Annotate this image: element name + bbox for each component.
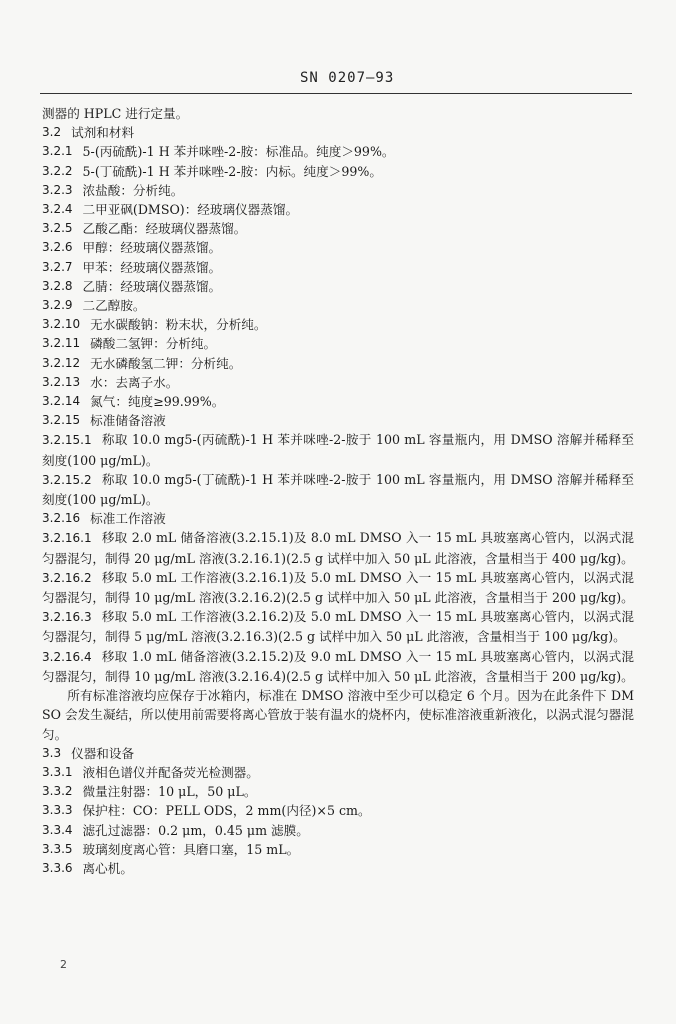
item-number: 3.2.1 [42, 144, 73, 159]
list-item [42, 411, 634, 430]
list-item [42, 162, 634, 181]
list-item [42, 373, 634, 392]
list-item [42, 859, 634, 878]
clause-text: 移取 5.0 mL 工作溶液(3.2.16.2)及 5.0 mL DMSO 入一 15 mL 具玻塞离心管内，以涡式混匀器混匀，制得 5 μg/mL 溶液(3.2.16.3)(2.5 g 试样中加入 50 μL 此溶液，含量相当于 100 μg/kg)。 [42, 609, 634, 645]
item-text: 仪器和设备 [71, 745, 135, 761]
item-text: 乙腈：经玻璃仪器蒸馏。 [82, 278, 222, 294]
item-text: 5-(丁硫酰)-1 H 苯并咪唑-2-胺：内标。纯度＞99%。 [82, 163, 382, 179]
item-number: 3.2.15 [42, 413, 81, 428]
item-text: 滤孔过滤器：0.2 μm，0.45 μm 滤膜。 [82, 822, 309, 838]
item-text: 无水碳酸钠：粉末状，分析纯。 [90, 317, 267, 333]
clause-number: 3.2.15.2 [42, 472, 92, 487]
item-text: 二甲亚砜(DMSO)：经玻璃仪器蒸馏。 [82, 202, 299, 218]
item-text: 5-(丙硫酰)-1 H 苯并咪唑-2-胺：标准品。纯度＞99%。 [82, 144, 395, 160]
clause-block [42, 430, 634, 469]
list-item [42, 354, 634, 373]
clause-text: 称取 10.0 mg5-(丁硫酰)-1 H 苯并咪唑-2-胺于 100 mL 容量瓶内，用 DMSO 溶解并稀释至刻度(100 μg/mL)。 [42, 471, 634, 508]
clause-block [42, 568, 634, 607]
item-number: 3.2.13 [42, 374, 81, 389]
list-item [42, 258, 634, 277]
list-item [42, 277, 634, 296]
item-number: 3.2.14 [42, 394, 81, 409]
item-number: 3.3.5 [42, 841, 73, 856]
item-text: 试剂和材料 [71, 125, 135, 141]
list-item [42, 104, 634, 123]
clause-number: 3.2.16.2 [42, 570, 92, 585]
item-text: 二乙醇胺。 [82, 298, 146, 314]
clause-number: 3.2.16.3 [42, 610, 92, 625]
clause-number: 3.2.15.1 [42, 433, 92, 448]
list-item [42, 763, 634, 782]
clause-text: 移取 1.0 mL 储备溶液(3.2.15.2)及 9.0 mL DMSO 入一 15 mL 具玻塞离心管内，以涡式混匀器混匀，制得 10 μg/mL 溶液(3.2.16.4)(2.5 g 试样中加入 50 μL 此溶液，含量相当于 200 μg/kg)。 [42, 648, 634, 684]
list-item [42, 238, 634, 257]
clause-text: 移取 5.0 mL 工作溶液(3.2.16.1)及 5.0 mL DMSO 入一 15 mL 具玻塞离心管内，以涡式混匀器混匀，制得 10 μg/mL 溶液(3.2.16.2)(2.5 g 试样中加入 50 μL 此溶液，含量相当于 200 μg/kg)。 [42, 569, 634, 606]
item-number: 3.3.4 [42, 822, 73, 837]
list-item [42, 801, 634, 820]
clause-block [42, 528, 634, 567]
item-number: 3.2.5 [42, 221, 73, 236]
list-item [42, 296, 634, 315]
item-text: 磷酸二氢钾：分析纯。 [90, 336, 217, 352]
standard-code-header: SN 0207—93 [300, 70, 395, 86]
section-title: 标准工作溶液 [90, 511, 166, 527]
item-text: 甲醇：经玻璃仪器蒸馏。 [82, 240, 222, 256]
section-number: 3.2.16 [42, 511, 81, 526]
clause-block [42, 607, 634, 646]
list-item [42, 840, 634, 859]
item-number: 3.2.4 [42, 202, 73, 217]
page-number: 2 [60, 958, 67, 971]
item-number: 3.2.2 [42, 163, 73, 178]
item-number: 3.2.8 [42, 278, 73, 293]
storage-paragraph: 所有标准溶液均应保存于冰箱内，标准在 DMSO 溶液中至少可以稳定 6 个月。因为在此条件下 DMSO 会发生凝结，所以使用前需要将离心管放于装有温水的烧杯内，使标准溶液重新液化，以涡式混匀器混匀。 [42, 688, 634, 742]
section-heading [42, 509, 634, 528]
item-number: 3.2.10 [42, 317, 81, 332]
item-number: 3.2 [42, 125, 62, 140]
clause-block [42, 647, 634, 686]
list-item [42, 782, 634, 801]
list-item [42, 219, 634, 238]
item-text: 无水磷酸氢二钾：分析纯。 [90, 355, 242, 371]
item-number: 3.3.3 [42, 803, 73, 818]
item-text: 液相色谱仪并配备荧光检测器。 [82, 764, 259, 780]
document-body [42, 104, 634, 878]
item-number: 3.3.1 [42, 764, 73, 779]
clause-text: 称取 10.0 mg5-(丙硫酰)-1 H 苯并咪唑-2-胺于 100 mL 容量瓶内，用 DMSO 溶解并稀释至刻度(100 μg/mL)。 [42, 432, 634, 468]
list-item [42, 821, 634, 840]
list-item [42, 200, 634, 219]
item-text: 玻璃刻度离心管：具磨口塞，15 mL。 [82, 841, 300, 857]
clause-number: 3.2.16.1 [42, 531, 92, 546]
item-text: 浓盐酸：分析纯。 [82, 182, 184, 198]
item-text: 甲苯：经玻璃仪器蒸馏。 [82, 259, 222, 275]
item-number: 3.2.12 [42, 355, 81, 370]
item-number: 3.2.11 [42, 336, 81, 351]
item-number: 3.3 [42, 745, 62, 760]
item-text: 标准储备溶液 [90, 413, 166, 429]
list-item [42, 181, 634, 200]
list-item [42, 334, 634, 353]
clause-block [42, 470, 634, 509]
item-number: 3.2.6 [42, 240, 73, 255]
clause-text: 移取 2.0 mL 储备溶液(3.2.15.1)及 8.0 mL DMSO 入一 15 mL 具玻塞离心管内，以涡式混匀器混匀，制得 20 μg/mL 溶液(3.2.16.1)(2.5 g 试样中加入 50 μL 此溶液，含量相当于 400 μg/kg)。 [42, 530, 634, 566]
item-number: 3.2.7 [42, 259, 73, 274]
item-text: 保护柱：CO：PELL ODS，2 mm(内径)×5 cm。 [82, 803, 371, 819]
list-item [42, 315, 634, 334]
list-item [42, 142, 634, 161]
item-text: 水：去离子水。 [90, 374, 179, 390]
item-text: 微量注射器：10 μL，50 μL。 [82, 784, 257, 800]
item-text: 乙酸乙酯：经玻璃仪器蒸馏。 [82, 221, 247, 237]
clause-number: 3.2.16.4 [42, 649, 92, 664]
item-number: 3.2.3 [42, 182, 73, 197]
list-item [42, 123, 634, 142]
header-rule [40, 93, 632, 94]
item-number: 3.2.9 [42, 298, 73, 313]
list-item [42, 744, 634, 763]
item-number: 3.3.2 [42, 784, 73, 799]
item-number: 3.3.6 [42, 860, 73, 875]
item-text: 离心机。 [82, 860, 133, 876]
item-text: 测器的 HPLC 进行定量。 [42, 106, 189, 121]
item-text: 氮气：纯度≥99.99%。 [90, 394, 225, 410]
list-item [42, 392, 634, 411]
